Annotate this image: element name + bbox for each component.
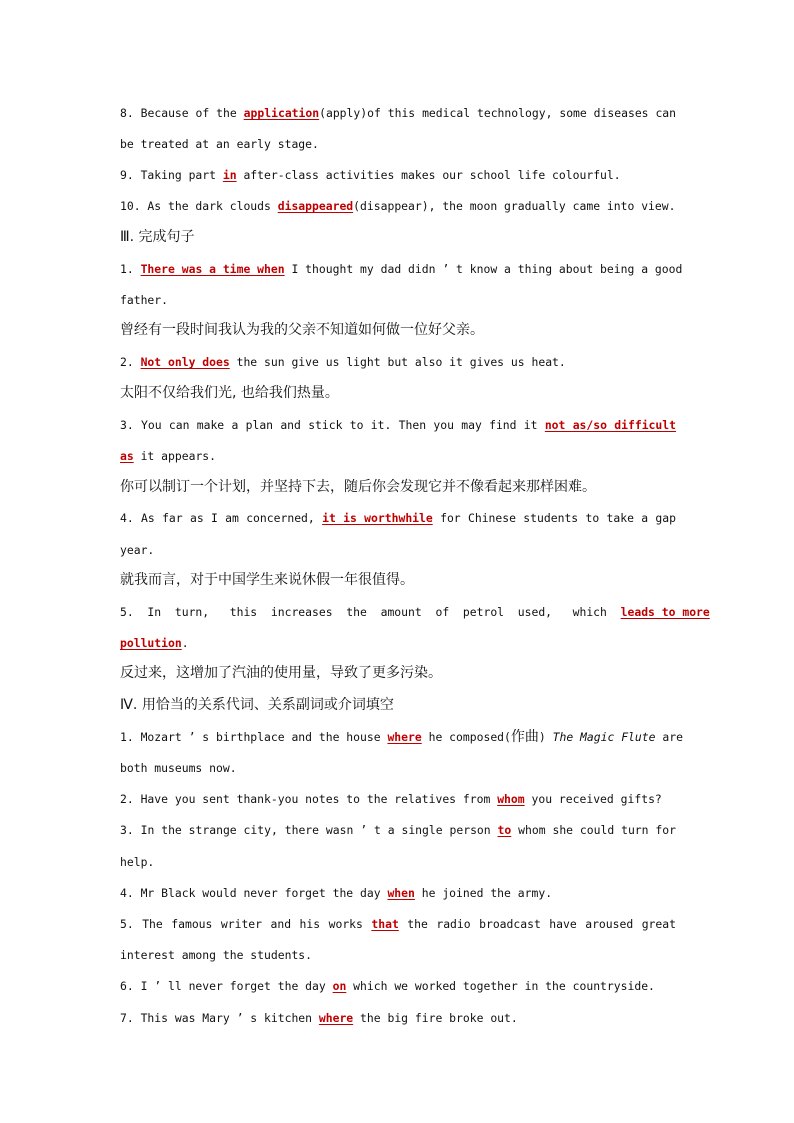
s5-line <box>120 604 710 620</box>
r4-text-a: 4. Mr Black would never forget the day <box>120 886 388 900</box>
s3-continuation <box>120 448 676 464</box>
r4-text-b: he joined the army. <box>414 886 553 900</box>
r3-text-b: whom she could turn for <box>511 823 676 837</box>
q8-number: 8. <box>120 106 134 120</box>
r5-text-b: the radio broadcast have aroused great <box>398 917 676 931</box>
r1-continuation: both museums now. <box>120 761 237 775</box>
r5-answer: that <box>371 917 399 931</box>
s3-answer: not as/so difficult <box>544 418 676 432</box>
s4-chinese: 就我而言，对于中国学生来说休假一年很值得。 <box>120 572 414 588</box>
r6-text-b: which we worked together in the countryside. <box>346 979 655 993</box>
s3-chinese: 你可以制订一个计划，并坚持下去，随后你会发现它并不像看起来那样困难。 <box>120 479 596 495</box>
s2-chinese: 太阳不仅给我们光, 也给我们热量。 <box>120 385 339 401</box>
s2-line <box>120 354 676 370</box>
section-4-title: Ⅳ. 用恰当的关系代词、关系副词或介词填空 <box>120 697 394 713</box>
r6-answer: on <box>332 979 347 993</box>
r2-line <box>120 791 676 807</box>
q9-answer: in <box>222 168 237 182</box>
r1-answer: where <box>387 730 422 744</box>
s1-text-a: 1. <box>120 262 141 276</box>
s1-line <box>120 261 683 277</box>
r1-text-b: he composed( <box>421 730 511 744</box>
r1-line <box>120 729 683 745</box>
s4-line <box>120 510 676 526</box>
s1-answer: There was a time when <box>140 262 285 276</box>
s1-continuation: father. <box>120 293 169 307</box>
s5-text-cont: . <box>181 636 189 650</box>
r6-line <box>120 978 676 994</box>
s5-chinese: 反过来，这增加了汽油的使用量，导致了更多污染。 <box>120 665 442 681</box>
s1-chinese: 曾经有一段时间我认为我的父亲不知道如何做一位好父亲。 <box>120 322 484 338</box>
q8-continuation: be treated at an early stage. <box>120 137 319 151</box>
r1-text-a: 1. Mozart ’ s birthplace and the house <box>120 730 388 744</box>
r7-text-a: 7. This was Mary ’ s kitchen <box>120 1011 319 1025</box>
r3-text-a: 3. In the strange city, there wasn ’ t a single person <box>120 823 498 837</box>
s5-answer: leads to more <box>620 605 710 619</box>
r4-answer: when <box>387 886 415 900</box>
s5-answer-cont: pollution <box>120 636 182 650</box>
s5-continuation <box>120 635 676 651</box>
q8-text-b: (apply)of this medical technology, some diseases can <box>319 106 677 120</box>
r2-text-b: you received gifts? <box>524 792 662 806</box>
r2-answer: whom <box>497 792 525 806</box>
r1-chinese-gloss: 作曲 <box>510 729 539 745</box>
q10-text-b: (disappear), the moon gradually came into view. <box>353 199 676 213</box>
section-3-title: Ⅲ. 完成句子 <box>120 229 195 245</box>
r3-continuation: help. <box>120 855 155 869</box>
s4-text-a: 4. As far as I am concerned, <box>120 511 323 525</box>
s3-text-a: 3. You can make a plan and stick to it. Then you may find it <box>120 418 545 432</box>
s2-answer: Not only does <box>140 355 230 369</box>
r5-text-a: 5. The famous writer and his works <box>120 917 372 931</box>
r2-text-a: 2. Have you sent thank-you notes to the relatives from <box>120 792 498 806</box>
s3-answer-cont: as <box>120 449 134 463</box>
r3-line <box>120 822 676 838</box>
r3-answer: to <box>497 823 512 837</box>
s2-text-a: 2. <box>120 355 141 369</box>
s4-answer: it is worthwhile <box>322 511 433 525</box>
r7-answer: where <box>318 1011 354 1025</box>
r5-line <box>120 916 676 932</box>
r4-line <box>120 885 676 901</box>
r1-text-d: are <box>655 730 683 744</box>
q10-line <box>120 198 676 214</box>
q8-text-a: Because of the <box>140 106 244 120</box>
s4-text-b: for Chinese students to take a gap <box>432 511 677 525</box>
q10-text-a: 10. As the dark clouds <box>120 199 278 213</box>
q9-line <box>120 167 676 183</box>
r1-text-c: ) <box>538 730 553 744</box>
s5-text-a: 5. In turn, this increases the amount of petrol used, which <box>120 605 621 619</box>
q9-text-b: after-class activities makes our school life colourful. <box>236 168 621 182</box>
r7-line <box>120 1010 676 1026</box>
s1-text-b: I thought my dad didn ’ t know a thing about being a good <box>284 262 683 276</box>
s4-continuation: year. <box>120 543 155 557</box>
r7-text-b: the big fire broke out. <box>353 1011 518 1025</box>
r6-text-a: 6. I ’ ll never forget the day <box>120 979 333 993</box>
s3-text-cont: it appears. <box>133 449 217 463</box>
q10-answer: disappeared <box>277 199 354 213</box>
q9-text-a: 9. Taking part <box>120 168 223 182</box>
s3-line <box>120 417 676 433</box>
r5-continuation: interest among the students. <box>120 948 313 962</box>
r1-work-title: The Magic Flute <box>552 730 656 744</box>
q8-answer: application <box>243 106 320 120</box>
s2-text-b: the sun give us light but also it gives us heat. <box>229 355 566 369</box>
q8-line <box>120 105 676 121</box>
